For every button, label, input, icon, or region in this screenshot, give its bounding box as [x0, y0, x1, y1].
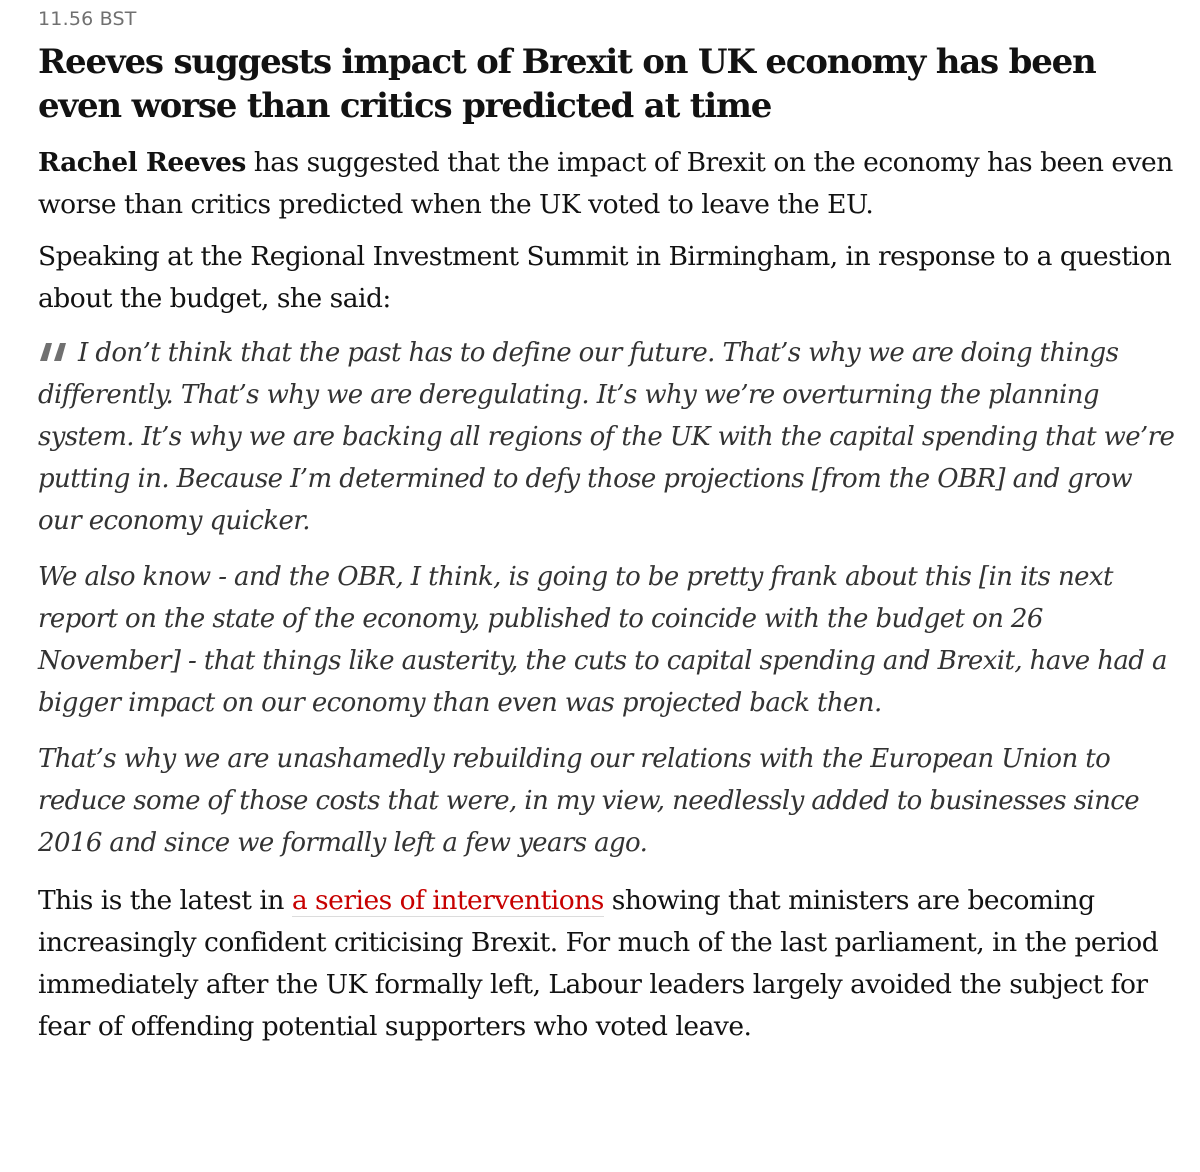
quote-text: I don’t think that the past has to define our future. That’s why we are doing things differently. That’s why we are deregulating. It’s why we’re overturning the planning system. It’s why we are backing all regions of the UK with the capital spending that we’re putting in. Because I’m determined to defy those projections [from the OBR] and grow our economy quicker.: [38, 338, 1175, 536]
series-of-interventions-link[interactable]: a series of interventions: [291, 885, 604, 916]
intro-paragraph: [38, 142, 1178, 226]
context-paragraph: Speaking at the Regional Investment Summit in Birmingham, in response to a question about the budget, she said:: [38, 241, 1172, 314]
quote-paragraph: We also know - and the OBR, I think, is going to be pretty frank about this [in its next report on the state of the economy, published to coincide with the budget on 26 November] - that things like austerity, the cuts to capital spending and Brexit, have had a bigger impact on our economy than even was projected back then.: [38, 562, 1167, 718]
quote-paragraph: That’s why we are unashamedly rebuilding our relations with the European Union to reduce some of those costs that were, in my view, needlessly added to businesses since 2016 and since we formally left a few years ago.: [38, 744, 1140, 858]
closing-text-after: showing that ministers are becoming increasingly confident criticising Brexit. For much of the last parliament, in the period immediately after the UK formally left, Labour leaders largely avoided the subject for fear of offending potential supporters who voted leave.: [38, 885, 1159, 1042]
quote-paragraph: [38, 332, 1178, 542]
blockquote: [38, 332, 1178, 864]
intro-text: has suggested that the impact of Brexit on the economy has been even worse than critics predicted when the UK voted to leave the EU.: [38, 147, 1173, 220]
person-name: Rachel Reeves: [38, 147, 246, 178]
closing-paragraph: [38, 880, 1178, 1048]
article-body: [38, 142, 1178, 1048]
quote-mark-icon: [38, 334, 70, 376]
timestamp: 11.56 BST: [38, 8, 137, 30]
closing-text-before: This is the latest in: [38, 885, 292, 916]
headline: Reeves suggests impact of Brexit on UK economy has been even worse than critics predicted at time: [38, 42, 1096, 126]
